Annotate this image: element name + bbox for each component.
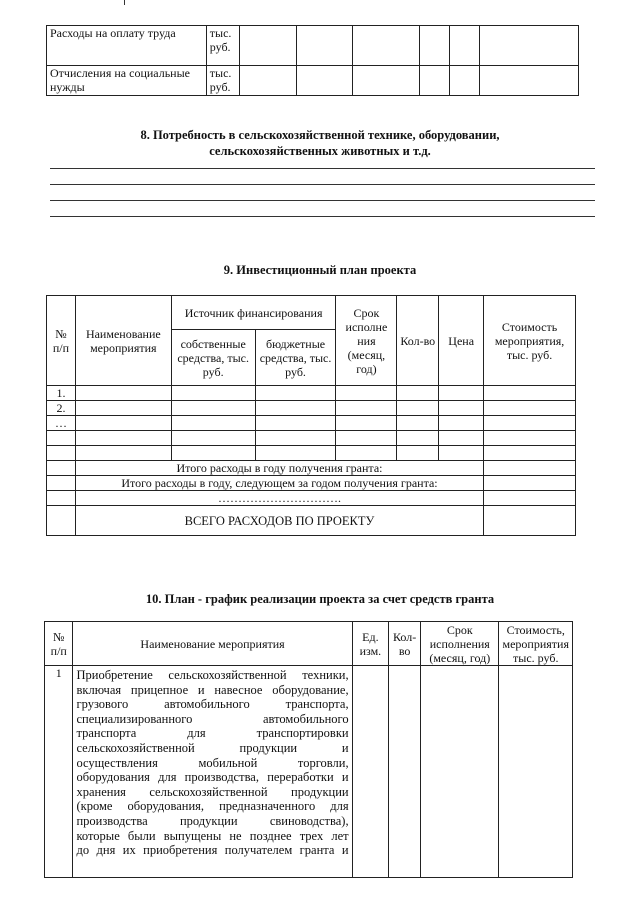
header-source: Источник финансирования	[171, 296, 336, 330]
row-num: 1.	[47, 386, 76, 401]
budget-table	[46, 25, 579, 96]
header-unit: Ед. изм.	[352, 622, 389, 666]
header-qty: Кол-во	[389, 622, 421, 666]
header-price: Цена	[439, 296, 484, 386]
blank-line	[50, 168, 595, 169]
row-num: 2.	[47, 401, 76, 416]
description-line: хранения сельскохозяйственной продукции	[76, 784, 349, 799]
header-name: Наименование мероприятия	[73, 622, 352, 666]
grand-total: ВСЕГО РАСХОДОВ ПО ПРОЕКТУ	[75, 506, 483, 536]
row-description	[73, 666, 352, 878]
description-line: осуществления мобильной торговли,	[76, 755, 349, 770]
total-grant-year: Итого расходы в году получения гранта:	[75, 461, 483, 476]
blank-line	[50, 216, 595, 217]
header-term: Срок исполне ния (месяц, год)	[336, 296, 397, 386]
blank-line	[50, 184, 595, 185]
section8-title-line2: сельскохозяйственных животных и т.д.	[209, 144, 431, 158]
description-line: специализированного автомобильного	[76, 711, 349, 726]
description-line: транспорта для транспортировки	[76, 726, 349, 741]
description-line: сельскохозяйственной продукции и	[76, 740, 349, 755]
header-qty: Кол-во	[397, 296, 439, 386]
row-label: Отчисления на социальные нужды	[47, 66, 207, 96]
row-unit: тыс. руб.	[206, 66, 239, 96]
schedule-table	[44, 621, 573, 878]
row-num: …	[47, 416, 76, 431]
description-line: до дня их приобретения получателем гранта и	[76, 843, 349, 858]
section9-title: 9. Инвестиционный план проекта	[223, 263, 417, 277]
header-cost: Стоимость мероприятия, тыс. руб.	[484, 296, 576, 386]
investment-plan-table	[46, 295, 576, 536]
description-line: которые были выпущены не позднее трех лет	[76, 828, 349, 843]
section8-title-line1: 8. Потребность в сельскохозяйственной технике, оборудовании,	[140, 128, 500, 142]
header-name: Наименование мероприятия	[75, 296, 171, 386]
dots-row: ………………………….	[75, 491, 483, 506]
header-num: № п/п	[47, 296, 76, 386]
description-line: производства продукции свиноводства),	[76, 813, 349, 828]
header-term: Срок исполнения (месяц, год)	[421, 622, 499, 666]
row-label: Расходы на оплату труда	[47, 26, 207, 66]
page-top-mark	[124, 0, 125, 5]
row-unit: тыс. руб.	[206, 26, 239, 66]
blank-line	[50, 200, 595, 201]
header-own: собственные средства, тыс. руб.	[171, 330, 255, 386]
header-cost: Стоимость, мероприятия тыс. руб.	[499, 622, 573, 666]
header-num: № п/п	[45, 622, 73, 666]
total-next-year: Итого расходы в году, следующем за годом получения гранта:	[75, 476, 483, 491]
description-line: Приобретение сельскохозяйственной техники,	[76, 668, 349, 682]
description-line: оборудования для производства, переработки и	[76, 770, 349, 785]
description-line: грузового автомобильного транспорта,	[76, 697, 349, 712]
description-line: (кроме оборудования, предназначенного для	[76, 799, 349, 814]
section10-title: 10. План - график реализации проекта за счет средств гранта	[145, 592, 495, 606]
row-num: 1	[45, 666, 73, 878]
description-line: включая прицепное и навесное оборудование,	[76, 682, 349, 697]
header-budget: бюджетные средства, тыс. руб.	[255, 330, 336, 386]
